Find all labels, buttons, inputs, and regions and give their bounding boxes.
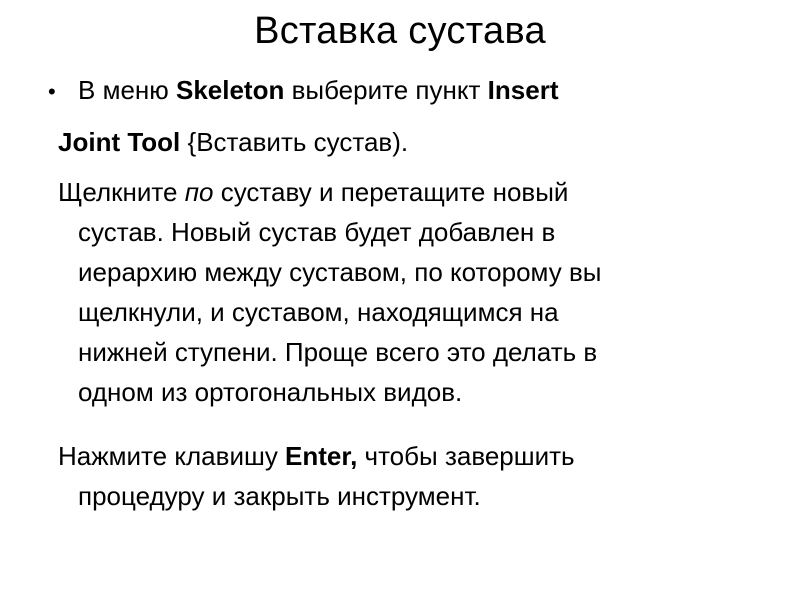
p1-bold-insert: Insert xyxy=(487,75,559,105)
p3-text-1: Щелкните xyxy=(58,177,185,207)
p1-bold-skeleton: Skeleton xyxy=(175,75,285,105)
paragraph-3-line-2: сустав. Новый сустав будет добавлен в xyxy=(78,217,556,247)
paragraph-3-line-6: одном из ортогональных видов. xyxy=(78,377,463,407)
p1-text-1: В меню xyxy=(78,75,176,105)
p4-text-2: чтобы завершить xyxy=(357,441,575,471)
paragraph-4-line-2: процедуру и закрыть инструмент. xyxy=(78,481,481,511)
paragraph-3-line-1 xyxy=(58,172,568,212)
p2-bold-joint-tool: Joint Tool xyxy=(58,127,181,157)
p4-text-1: Нажмите клавишу xyxy=(58,441,286,471)
p4-bold-enter: Enter, xyxy=(285,441,358,471)
p3-text-2: суставу и перетащите новый xyxy=(213,177,569,207)
p3-italic-po: по xyxy=(184,177,214,207)
paragraph-2 xyxy=(58,122,408,162)
paragraph-3-line-3: иерархию между суставом, по которому вы xyxy=(78,257,602,287)
paragraph-3-line-5: нижней ступени. Проще всего это делать в xyxy=(78,337,598,367)
p1-text-2: выберите пункт xyxy=(284,75,488,105)
p2-text-1: {Вставить сустав). xyxy=(180,127,409,157)
paragraph-1-line-1 xyxy=(78,70,558,110)
bullet-icon: • xyxy=(48,79,56,104)
paragraph-4-line-1 xyxy=(58,436,575,476)
paragraph-3-line-4: щелкнули, и суставом, находящимся на xyxy=(78,297,559,327)
slide-title: Вставка сустава xyxy=(254,10,546,52)
